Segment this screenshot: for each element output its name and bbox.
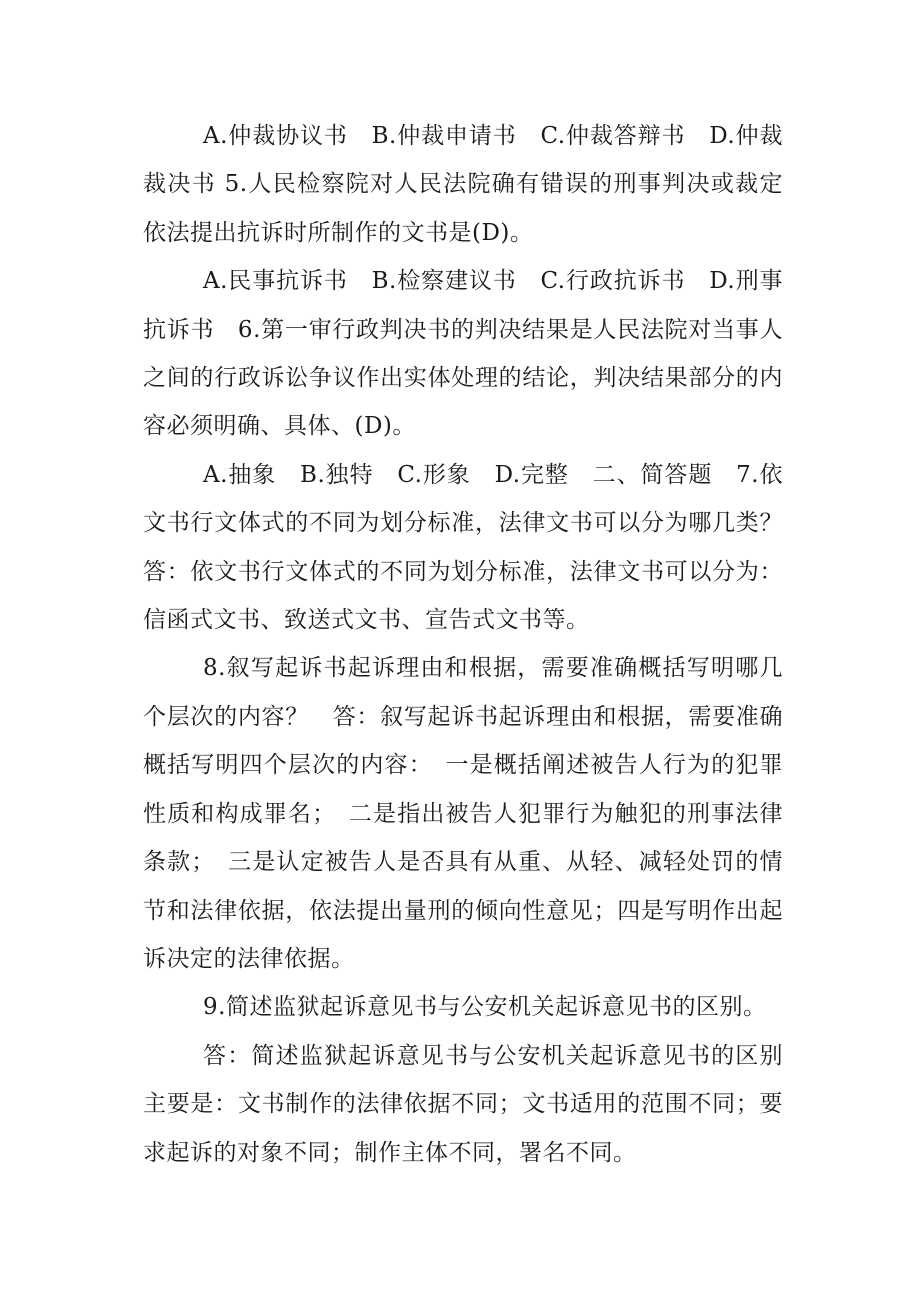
paragraph-q6-options-q7: A.抽象 B.独特 C.形象 D.完整 二、简答题 7.依文书行文体式的不同为划分标准，法律文书可以分为哪几类？ 答：依文书行文体式的不同为划分标准，法律文书可以分为：信函式文书、致送式文书、宣告式文书等。 [143,461,807,634]
paragraph-q4-options-q5: A.仲裁协议书 B.仲裁申请书 C.仲裁答辩书 D.仲裁裁决书 5.人民检察院对人民法院确有错误的刑事判决或裁定依法提出抗诉时所制作的文书是(D)。 [143,123,783,246]
paragraph-q9-answer: 答：简述监狱起诉意见书与公安机关起诉意见书的区别主要是：文书制作的法律依据不同；文书适用的范围不同；要求起诉的对象不同；制作主体不同，署名不同。 [143,1042,783,1166]
document-body [143,112,807,1177]
paragraph-q9-question: 9.简述监狱起诉意见书与公安机关起诉意见书的区别。 [203,994,767,1021]
paragraph-q8: 8.叙写起诉书起诉理由和根据，需要准确概括写明哪几个层次的内容？ 答：叙写起诉书起诉理由和根据，需要准确概括写明四个层次的内容： 一是概括阐述被告人行为的犯罪性质和构成罪名； 二是指出被告人犯罪行为触犯的刑事法律条款； 三是认定被告人是否具有从重、从轻、减轻处罚的情节和法律依据，依法提出量刑的倾向性意见；四是写明作出起诉决定的法律依据。 [143,655,783,972]
paragraph-q5-options-q6: A.民事抗诉书 B.检察建议书 C.行政抗诉书 D.刑事抗诉书 6.第一审行政判决书的判决结果是人民法院对当事人之间的行政诉讼争议作出实体处理的结论，判决结果部分的内容必须明确、具体、(D)。 [143,268,783,440]
